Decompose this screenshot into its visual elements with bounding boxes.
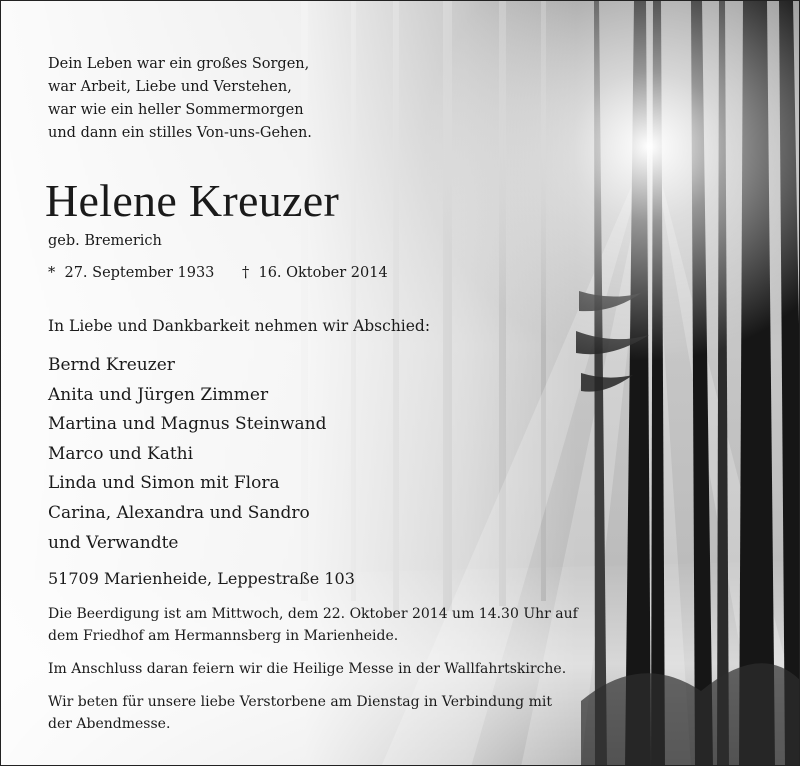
mourners-list bbox=[48, 351, 327, 558]
mass-notice: Im Anschluss daran feiern wir die Heilige Messe in der Wallfahrtskirche. bbox=[48, 661, 567, 677]
mourner-entry: Anita und Jürgen Zimmer bbox=[48, 384, 269, 405]
prayer-notice-line: der Abendmesse. bbox=[48, 716, 171, 732]
funeral-notice-line: Die Beerdigung ist am Mittwoch, dem 22. Oktober 2014 um 14.30 Uhr auf bbox=[48, 606, 578, 622]
birth-date-line bbox=[48, 265, 214, 281]
mourner-entry: Linda und Simon mit Flora bbox=[48, 473, 280, 494]
family-address: 51709 Marienheide, Leppestraße 103 bbox=[48, 569, 355, 588]
deceased-name: Helene Kreuzer bbox=[45, 175, 340, 226]
poem-line: und dann ein stilles Von-uns-Gehen. bbox=[48, 125, 312, 141]
notice-text-area bbox=[1, 1, 800, 766]
death-cross-icon: † bbox=[242, 265, 250, 281]
mourners-intro: In Liebe und Dankbarkeit nehmen wir Abschied: bbox=[48, 317, 431, 335]
maiden-name: geb. Bremerich bbox=[48, 233, 162, 249]
mourner-entry: Bernd Kreuzer bbox=[48, 355, 175, 375]
birth-date: 27. September 1933 bbox=[64, 265, 215, 281]
death-date: 16. Oktober 2014 bbox=[258, 265, 388, 281]
poem-line: war Arbeit, Liebe und Verstehen, bbox=[48, 79, 292, 95]
death-date-line bbox=[242, 265, 388, 281]
poem-line: Dein Leben war ein großes Sorgen, bbox=[48, 56, 310, 72]
mourner-entry: Marco und Kathi bbox=[48, 443, 194, 464]
prayer-notice bbox=[48, 691, 552, 735]
memorial-poem bbox=[48, 53, 312, 145]
mourner-entry: Martina und Magnus Steinwand bbox=[48, 414, 327, 435]
birth-star-icon: * bbox=[48, 265, 56, 281]
funeral-notice-line: dem Friedhof am Hermannsberg in Marienheide. bbox=[48, 628, 399, 644]
mourner-entry: und Verwandte bbox=[48, 532, 179, 553]
poem-line: war wie ein heller Sommermorgen bbox=[48, 102, 304, 118]
prayer-notice-line: Wir beten für unsere liebe Verstorbene am Dienstag in Verbindung mit bbox=[48, 694, 552, 710]
funeral-notice bbox=[48, 603, 578, 647]
mourner-entry: Carina, Alexandra und Sandro bbox=[48, 502, 310, 523]
